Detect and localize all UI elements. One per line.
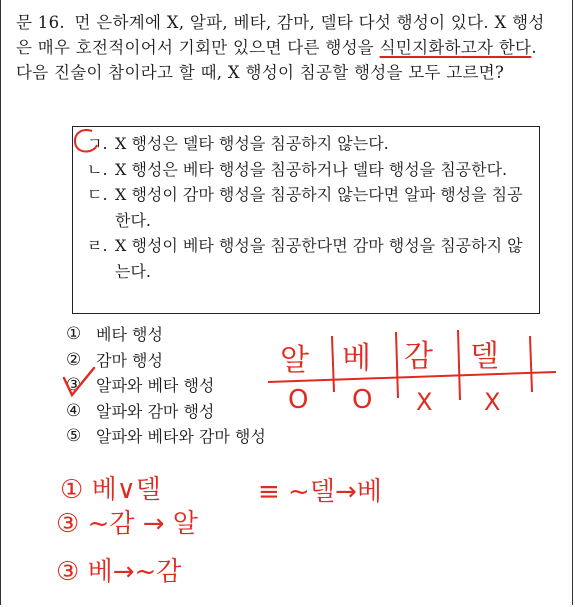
problem-text-part1: 먼 은하계에 X, 알파, 베타, 감마, 델타 다섯 행성이 있다. X 행성은 매우 호전적이어서 기회만 있으면 다른 행성을 (16, 13, 545, 57)
note-line-2: ③ ~감 → 알 (56, 509, 198, 539)
option-text: 알파와 감마 행성 (96, 401, 215, 421)
note-line-1-equivalent: ≡ ~델→베 (258, 477, 382, 507)
table-header: 베 (342, 341, 371, 376)
answer-options (66, 322, 266, 450)
note-line-1: ① 베∨델 (60, 475, 161, 505)
underlined-text-2: 고자 한다 (460, 38, 532, 57)
option-text: 베타 행성 (96, 325, 163, 344)
option-text: 알파와 베타 행성 (96, 376, 215, 395)
option-text: 감마 행성 (96, 350, 163, 370)
statement-label: ㄹ. (87, 236, 108, 255)
statement-text: X 행성은 델타 행성을 침공하지 않는다. (115, 134, 389, 153)
statement-label: ㄷ. (87, 185, 108, 204)
option-number: ② (66, 349, 82, 370)
underlined-text-1: 식민지화하 (379, 38, 461, 57)
note-line-3: ③ 베→~감 (56, 557, 182, 587)
statement-item (85, 233, 527, 284)
statement-box (72, 126, 540, 314)
table-header: 델 (470, 339, 499, 374)
problem-stem (16, 10, 556, 85)
answer-option[interactable] (66, 424, 266, 450)
option-number: ① (66, 324, 82, 344)
table-header: 알 (280, 343, 309, 378)
statement-item (85, 157, 527, 183)
statement-text: X 행성이 감마 행성을 침공하지 않는다면 알파 행성을 침공한다. (115, 185, 523, 230)
answer-option[interactable] (66, 348, 266, 374)
problem-text-part2: . 다음 진술이 참이라고 할 때, X 행성이 침공할 행성을 모두 고르면? (16, 38, 537, 82)
option-number: ③ (66, 375, 82, 395)
problem-number: 문 16. (16, 13, 65, 32)
answer-option[interactable] (66, 322, 266, 348)
statement-text: X 행성이 베타 행성을 침공한다면 감마 행성을 침공하지 않는다. (115, 236, 523, 281)
table-mark: X (416, 388, 433, 416)
option-number: ⑤ (66, 426, 82, 446)
answer-option[interactable] (66, 399, 266, 425)
table-header: 감 (404, 339, 433, 374)
table-mark: X (484, 388, 501, 416)
option-number: ④ (66, 400, 82, 421)
statement-label: ㄱ. (87, 134, 108, 153)
statement-text: X 행성은 베타 행성을 침공하거나 델타 행성을 침공한다. (115, 159, 508, 179)
statement-item (85, 131, 527, 157)
table-mark: O (288, 385, 309, 415)
option-text: 알파와 베타와 감마 행성 (96, 427, 266, 446)
statement-label: ㄴ. (87, 159, 108, 179)
answer-option[interactable] (66, 373, 266, 399)
table-mark: O (352, 385, 373, 415)
statement-item (85, 182, 527, 233)
